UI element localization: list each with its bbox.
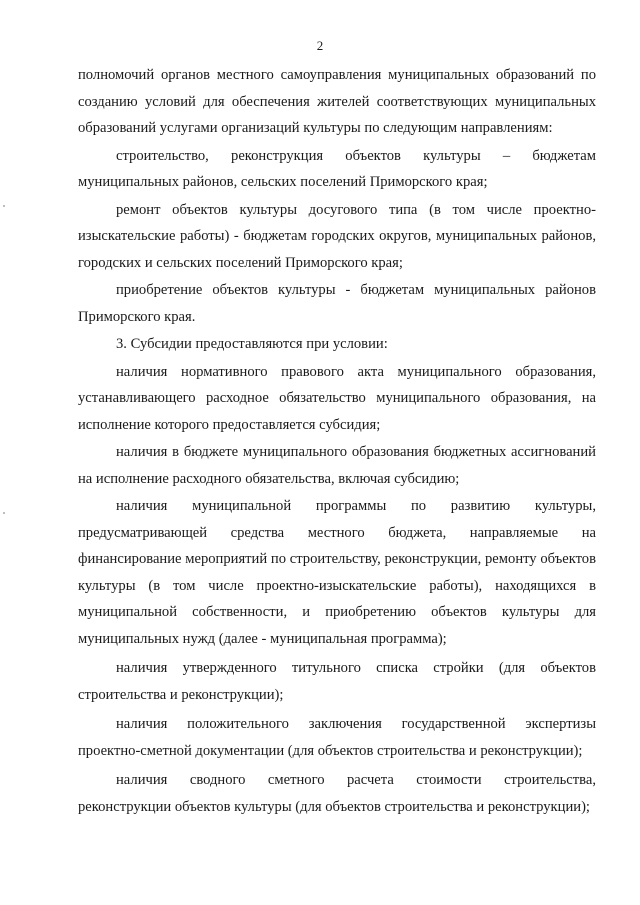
clause-3-heading: 3. Субсидии предоставляются при условии: xyxy=(116,336,388,352)
condition-estimate: наличия сводного сметного расчета стоимости строительства, реконструкции объектов культуры (для объектов строительства и реконструкции); xyxy=(78,772,596,815)
condition-legal-act: наличия нормативного правового акта муниципального образования, устанавливающего расходное обязательство муниципального образования, на исполнение которого предоставляется субсидия; xyxy=(78,363,596,433)
body-text xyxy=(78,62,596,820)
page-number: 2 xyxy=(316,38,324,53)
scan-edge-mark xyxy=(3,205,5,207)
condition-state-expertise: наличия положительного заключения государственной экспертизы проектно-сметной документации (для объектов строительства и реконструкции); xyxy=(78,716,596,759)
scan-edge-mark xyxy=(3,512,5,514)
condition-title-list: наличия утвержденного титульного списка стройки (для объектов строительства и реконструкции); xyxy=(78,660,596,703)
paragraph-intro: полномочий органов местного самоуправления муниципальных образований по созданию условий для обеспечения жителей соответствующих муниципальных образований услугами организаций культуры по следующим направлениям: xyxy=(78,67,596,136)
condition-municipal-program: наличия муниципальной программы по развитию культуры, предусматривающей средства местного бюджета, направляемые на финансирование мероприятий по строительству, реконструкции, ремонту объектов культуры (в том числе проектно-изыскательские работы), находящихся в муниципальной собственности, и приобретению объектов культуры для муниципальных нужд (далее - муниципальная программа); xyxy=(78,498,596,647)
condition-budget-allocations: наличия в бюджете муниципального образования бюджетных ассигнований на исполнение расходного обязательства, включая субсидию; xyxy=(78,444,596,487)
paragraph-repair: ремонт объектов культуры досугового типа (в том числе проектно-изыскательские работы) - бюджетам городских округов, муниципальных районов, городских и сельских поселений Приморского края; xyxy=(78,201,596,271)
paragraph-acquisition: приобретение объектов культуры - бюджетам муниципальных районов Приморского края. xyxy=(78,282,596,325)
paragraph-construction: строительство, реконструкция объектов культуры – бюджетам муниципальных районов, сельских поселений Приморского края; xyxy=(78,147,596,190)
